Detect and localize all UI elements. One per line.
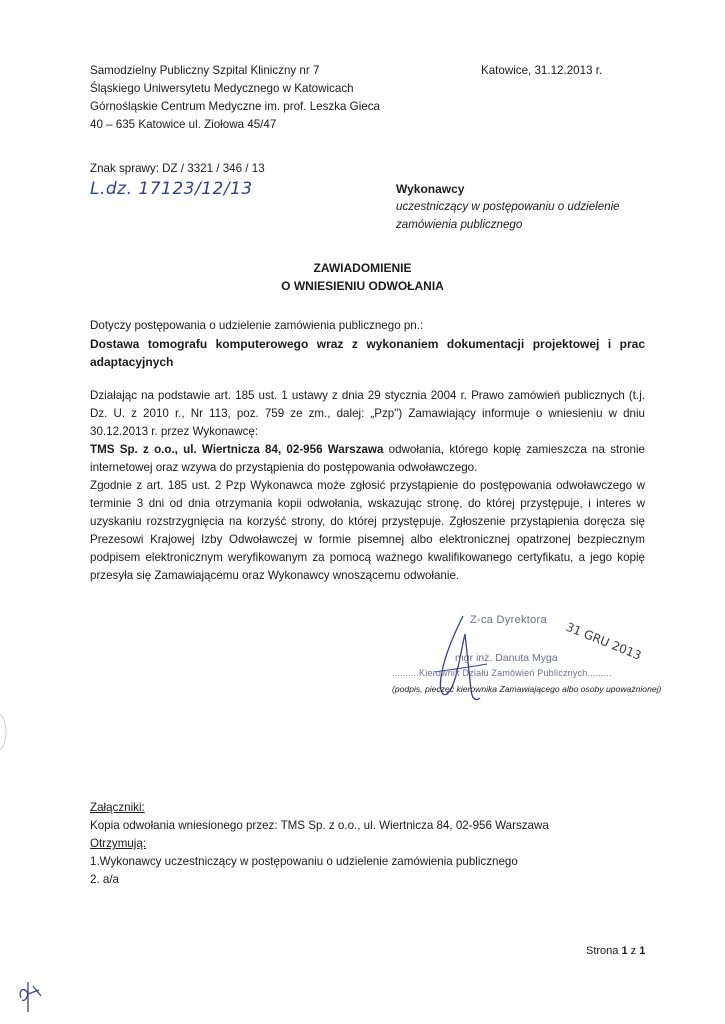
handwritten-reference: L.dz. 17123/12/13 bbox=[90, 179, 253, 199]
recipient-line: uczestniczący w postępowaniu o udzielenie bbox=[396, 200, 620, 213]
recipient-item: 2. a/a bbox=[90, 873, 120, 886]
body-paragraph-2-rest: odwołania, którego kopię zamieszcza na stronie internetowej oraz wzywa do przystąpienia do postępowania odwoławczego. bbox=[90, 443, 645, 474]
sender-address bbox=[90, 62, 410, 134]
sender-line: Śląskiego Uniwersytetu Medycznego w Katowicach bbox=[90, 82, 354, 95]
subject-title: Dostawa tomografu komputerowego wraz z wykonaniem dokumentacji projektowej i prac adaptacyjnych bbox=[90, 337, 645, 369]
page-number bbox=[586, 942, 645, 960]
contractor-name: TMS Sp. z o.o., ul. Wiertnicza 84, 02-956 Warszawa bbox=[90, 443, 384, 456]
document-heading bbox=[0, 259, 725, 295]
attachments-block bbox=[90, 799, 650, 889]
page-label: Strona bbox=[586, 945, 619, 957]
stamp-department: Z-ca Dyrektora bbox=[470, 614, 547, 626]
recipient-title: Wykonawcy bbox=[396, 182, 465, 196]
subject-block bbox=[90, 317, 645, 371]
sender-line: Samodzielny Publiczny Szpital Kliniczny nr 7 bbox=[90, 64, 320, 77]
sender-line: Górnośląskie Centrum Medyczne im. prof. Leszka Gieca bbox=[90, 100, 380, 113]
heading-line-2: O WNIESIENIU ODWOŁANIA bbox=[281, 279, 444, 293]
sender-line: 40 – 635 Katowice ul. Ziołowa 45/47 bbox=[90, 118, 277, 131]
stamp-name: mgr inż. Danuta Myga bbox=[455, 652, 558, 664]
case-reference: Znak sprawy: DZ / 3321 / 346 / 13 bbox=[90, 162, 265, 175]
recipients-label: Otrzymują: bbox=[90, 837, 147, 850]
body-paragraph-2 bbox=[90, 441, 645, 477]
signature-caption: (podpis, pieczęć kierownika Zamawiającego albo osoby upoważnionej) bbox=[392, 684, 662, 694]
page-current: 1 bbox=[621, 945, 628, 957]
attachments-label: Załączniki: bbox=[90, 801, 145, 814]
recipient-item: 1.Wykonawcy uczestniczący w postępowaniu o udzielenie zamówienia publicznego bbox=[90, 855, 518, 868]
subject-intro: Dotyczy postępowania o udzielenie zamówienia publicznego pn.: bbox=[90, 319, 424, 332]
date-stamp: 31 GRU 2013 bbox=[564, 619, 644, 663]
letter-date: Katowice, 31.12.2013 r. bbox=[481, 64, 603, 77]
handwritten-mark-icon bbox=[15, 976, 45, 1016]
page-total: 1 bbox=[639, 945, 646, 957]
stamp-role: ..........Kierownik Działu Zamówień Publicznych......... bbox=[392, 668, 612, 678]
heading-line-1: ZAWIADOMIENIE bbox=[313, 261, 412, 275]
punch-hole-mark bbox=[0, 712, 12, 752]
recipient-line: zamówienia publicznego bbox=[396, 218, 523, 231]
body-paragraph-3: Zgodnie z art. 185 ust. 2 Pzp Wykonawca może zgłosić przystąpienie do postępowania odwoławczego w terminie 3 dni od dnia otrzymania kopii odwołania, wskazując stronę, do której przystępuje, i interes w uzyskaniu rozstrzygnięcia na korzyść strony, do której przystępuje. Zgłoszenie przystąpienia doręcza się Prezesowi Krajowej Izby Odwoławczej w formie pisemnej albo elektronicznej opatrzonej bezpiecznym podpisem elektronicznym weryfikowanym za pomocą ważnego kwalifikowanego certyfikatu, a jego kopię przesyła się Zamawiającemu oraz Wykonawcy wnoszącemu odwołanie. bbox=[90, 479, 645, 582]
body-paragraph-1: Działając na podstawie art. 185 ust. 1 ustawy z dnia 29 stycznia 2004 r. Prawo zamówień publicznych (t.j. Dz. U. z 2010 r., Nr 113, poz. 759 ze zm., dalej: „Pzp") Zamawiający informuje o wniesieniu w dniu 30.12.2013 r. przez Wykonawcę: bbox=[90, 389, 645, 438]
page-of: z bbox=[630, 945, 637, 957]
recipient-block bbox=[396, 180, 666, 234]
attachment-item: Kopia odwołania wniesionego przez: TMS Sp. z o.o., ul. Wiertnicza 84, 02-956 Warszawa bbox=[90, 819, 549, 832]
body-text bbox=[90, 387, 645, 585]
